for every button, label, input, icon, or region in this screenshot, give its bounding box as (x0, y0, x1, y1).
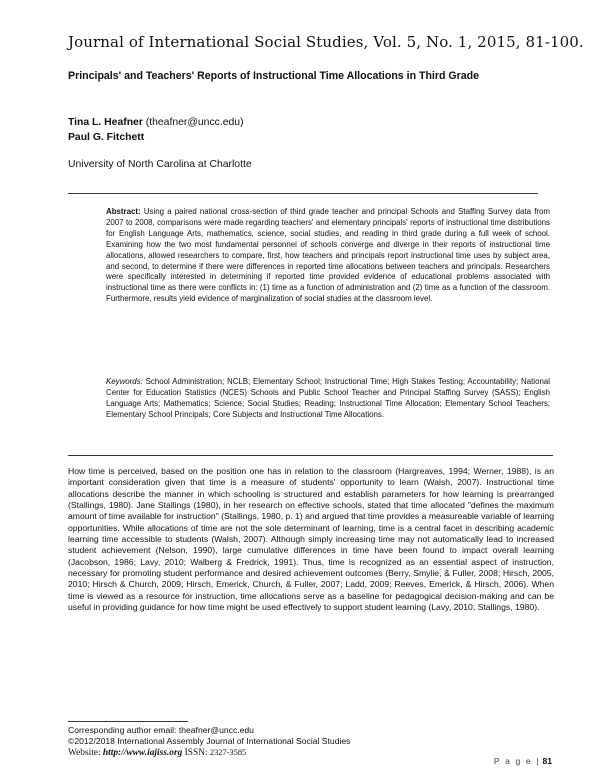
divider-bottom (68, 455, 553, 456)
author-name: Paul G. Fitchett (68, 132, 145, 143)
divider-top (68, 193, 538, 194)
keywords-text: School Administration; NCLB; Elementary School; Instructional Time; High Stakes Testing; Accountability; National Center for Education Statistics (NCES) Schools and Public School Teacher and Principal Staffing Survey (SASS); English Language Arts; Mathematics; Science; Social Studies; Reading; Instructional Time Allocation; Elementary School Teachers; Elementary School Principals; Core Subjects and Instructional Time Allocations. (106, 377, 550, 419)
author-name: Tina L. Heafner (68, 117, 143, 128)
author-list (68, 115, 244, 145)
body-paragraph: How time is perceived, based on the position one has in relation to the classroom (Hargreaves, 1994; Werner, 1988), is an important consideration given that time is a measure of students' opportunity to learn (Walsh, 2007). Instructional time allocations describe the manner in which schooling is structured and establish parameters for how learning is prearranged (Stallings, 1980). Jane Stallings (1980), in her research on effective schools, stated that time allocated "defines the maximum amount of time available for instruction" (Stallings, 1980, p. 1) and argued that time provides a measureable variable of learning opportunities. While allocations of time are not the sole determinant of learning, time is a central facet in describing academic learning time accessible to students (Walsh, 2007). Although simply increasing time may not automatically lead to increased student achievement (Nelson, 1990), large cumulative differences in time have been found to impact overall learning (Jacobson, 1986; Lavy, 2010; Walberg & Fredrick, 1991). Thus, time is recognized as an essential aspect of instruction, necessary for promoting student performance and desired achievement outcomes (Berry, Smylie, & Fuller, 2008; Hirsch, 2005, 2010; Hirsch & Church, 2009; Hirsch, Emerick, Church, & Fuller, 2007; Ladd, 2009; Reeves, Emerick, & Hirsch, 2006). When time is viewed as a resource for instruction, time allocations serve as a baseline for pedagogical decision-making and can be useful in providing guidance for how time might be used effectively to support student learning (Lavy, 2010; Stallings, 1980). (68, 466, 554, 613)
issn-value: 2327-3585 (209, 748, 247, 758)
page-label: P a g e (493, 756, 533, 766)
abstract-text: Using a paired national cross-section of third grade teacher and principal Schools and Staffing Survey data from 2007 to 2008, comparisons were made regarding teachers' and elementary principals' reports of instructional time distributions for English Language Arts, mathematics, science, social studies, and reading in third grade during a full week of school. Examining how the two most fundamental personnel of schools converge and diverge in their reports of instructional time allocations, allowed researchers to compare, first, how teachers and principals report instructional time uses by subject area, and second, to determine if there were differences in reported time allocations between teachers and principals. Researchers were specifically interested in determining if reported time provided evidence of educational problems associated with instructional time as there were conflicts in: (1) time as a function of administration and (2) time as a function of the classroom. Furthermore, results yield evidence of marginalization of social studies at the classroom level. (106, 207, 550, 304)
page-footer (68, 725, 488, 760)
issn-label: ISSN: (184, 748, 208, 759)
author-1 (68, 115, 244, 130)
keywords-label: Keywords: (106, 377, 143, 386)
website-link[interactable]: http://www.iajiss.org (102, 748, 183, 759)
footnote-divider (68, 721, 188, 722)
author-email: (theafner@uncc.edu) (145, 117, 244, 128)
journal-header: Journal of International Social Studies, Vol. 5, No. 1, 2015, 81-100. (68, 33, 584, 51)
page-separator: | (536, 756, 539, 766)
website-label: Website: (68, 748, 101, 759)
abstract (106, 207, 550, 305)
author-2 (68, 130, 244, 145)
article-title: Principals' and Teachers' Reports of Instructional Time Allocations in Third Grade (68, 70, 480, 82)
page-number-value: 81 (542, 756, 552, 766)
keywords (106, 377, 550, 421)
affiliation: University of North Carolina at Charlotte (68, 159, 252, 170)
copyright-line: ©2012/2018 International Assembly Journal of International Social Studies (68, 736, 351, 747)
corresponding-author: Corresponding author email: theafner@uncc.edu (68, 725, 254, 735)
abstract-label: Abstract: (106, 207, 141, 216)
page-number (490, 756, 552, 766)
website-line (68, 747, 488, 759)
